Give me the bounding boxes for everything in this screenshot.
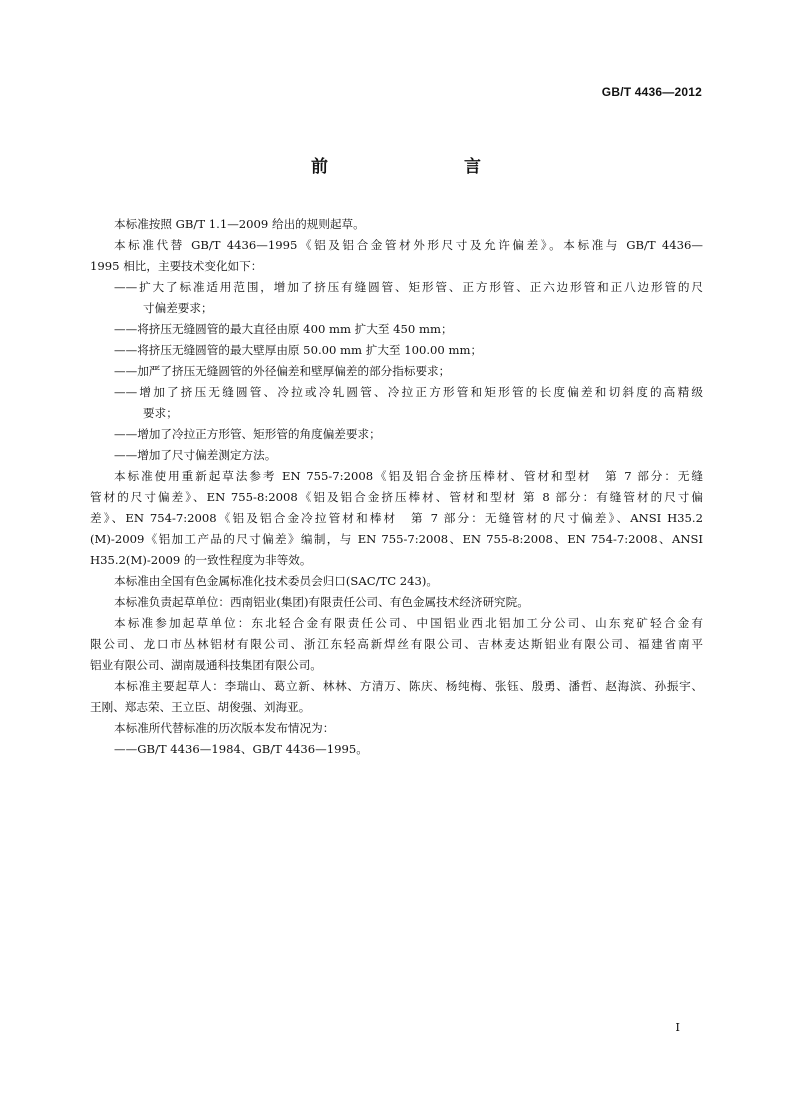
text-line: ——增加了冷拉正方形管、矩形管的角度偏差要求； xyxy=(114,427,381,441)
text-line: 1995 相比，主要技术变化如下： xyxy=(90,259,263,273)
text-line: 本标准所代替标准的历次版本发布情况为： xyxy=(114,721,335,735)
text-line: 要求； xyxy=(143,406,178,420)
foreword-body xyxy=(90,214,703,760)
page-title: 前 言 xyxy=(311,157,515,177)
text-line: H35.2(M)-2009 的一致性程度为非等效。 xyxy=(90,553,312,567)
page-number: I xyxy=(675,1020,680,1034)
text-line: 本标准按照 GB/T 1.1—2009 给出的规则起草。 xyxy=(114,217,365,231)
text-line: 王刚、郑志荣、王立臣、胡俊强、刘海亚。 xyxy=(90,700,311,714)
text-line: 铝业有限公司、湖南晟通科技集团有限公司。 xyxy=(90,658,322,672)
text-line: ——加严了挤压无缝圆管的外径偏差和壁厚偏差的部分指标要求； xyxy=(114,364,451,378)
text-line: (M)-2009《铝加工产品的尺寸偏差》编制，与 EN 755-7:2008、EN 755-8:2008、EN 754-7:2008、ANSI xyxy=(90,532,703,546)
text-line: ——GB/T 4436—1984、GB/T 4436—1995。 xyxy=(114,742,368,756)
text-line: ——增加了尺寸偏差测定方法。 xyxy=(114,448,277,462)
text-line: 本标准使用重新起草法参考 EN 755-7:2008《铝及铝合金挤压棒材、管材和型材 第 7 部分：无缝 xyxy=(114,469,703,483)
text-line: 本标准由全国有色金属标准化技术委员会归口(SAC/TC 243)。 xyxy=(114,574,439,588)
text-line: 本标准参加起草单位：东北轻合金有限责任公司、中国铝业西北铝加工分公司、山东兖矿轻合金有 xyxy=(114,616,703,630)
text-line: ——将挤压无缝圆管的最大直径由原 400 mm 扩大至 450 mm； xyxy=(114,322,453,336)
text-line: ——将挤压无缝圆管的最大壁厚由原 50.00 mm 扩大至 100.00 mm； xyxy=(114,343,483,357)
text-line: 本标准代替 GB/T 4436—1995《铝及铝合金管材外形尺寸及允许偏差》。本标准与 GB/T 4436— xyxy=(114,238,703,252)
text-line: 限公司、龙口市丛林铝材有限公司、浙江东轻高新焊丝有限公司、吉林麦达斯铝业有限公司、福建省南平 xyxy=(90,637,703,651)
text-line: ——扩大了标准适用范围，增加了挤压有缝圆管、矩形管、正方形管、正六边形管和正八边形管的尺 xyxy=(114,280,703,294)
standard-code: GB/T 4436—2012 xyxy=(601,85,702,99)
text-line: 本标准负责起草单位：西南铝业(集团)有限责任公司、有色金属技术经济研究院。 xyxy=(114,595,529,609)
text-line: 管材的尺寸偏差》、EN 755-8:2008《铝及铝合金挤压棒材、管材和型材 第 8 部分：有缝管材的尺寸偏 xyxy=(90,490,703,504)
text-line: ——增加了挤压无缝圆管、冷拉或冷轧圆管、冷拉正方形管和矩形管的长度偏差和切斜度的高精级 xyxy=(114,385,703,399)
text-line: 本标准主要起草人：李瑞山、葛立新、林林、方清万、陈庆、杨纯梅、张钰、殷勇、潘哲、赵海滨、孙振宇、 xyxy=(114,679,703,693)
text-line: 差》、EN 754-7:2008《铝及铝合金冷拉管材和棒材 第 7 部分：无缝管材的尺寸偏差》、ANSI H35.2 xyxy=(90,511,703,525)
text-line: 寸偏差要求； xyxy=(143,301,213,315)
